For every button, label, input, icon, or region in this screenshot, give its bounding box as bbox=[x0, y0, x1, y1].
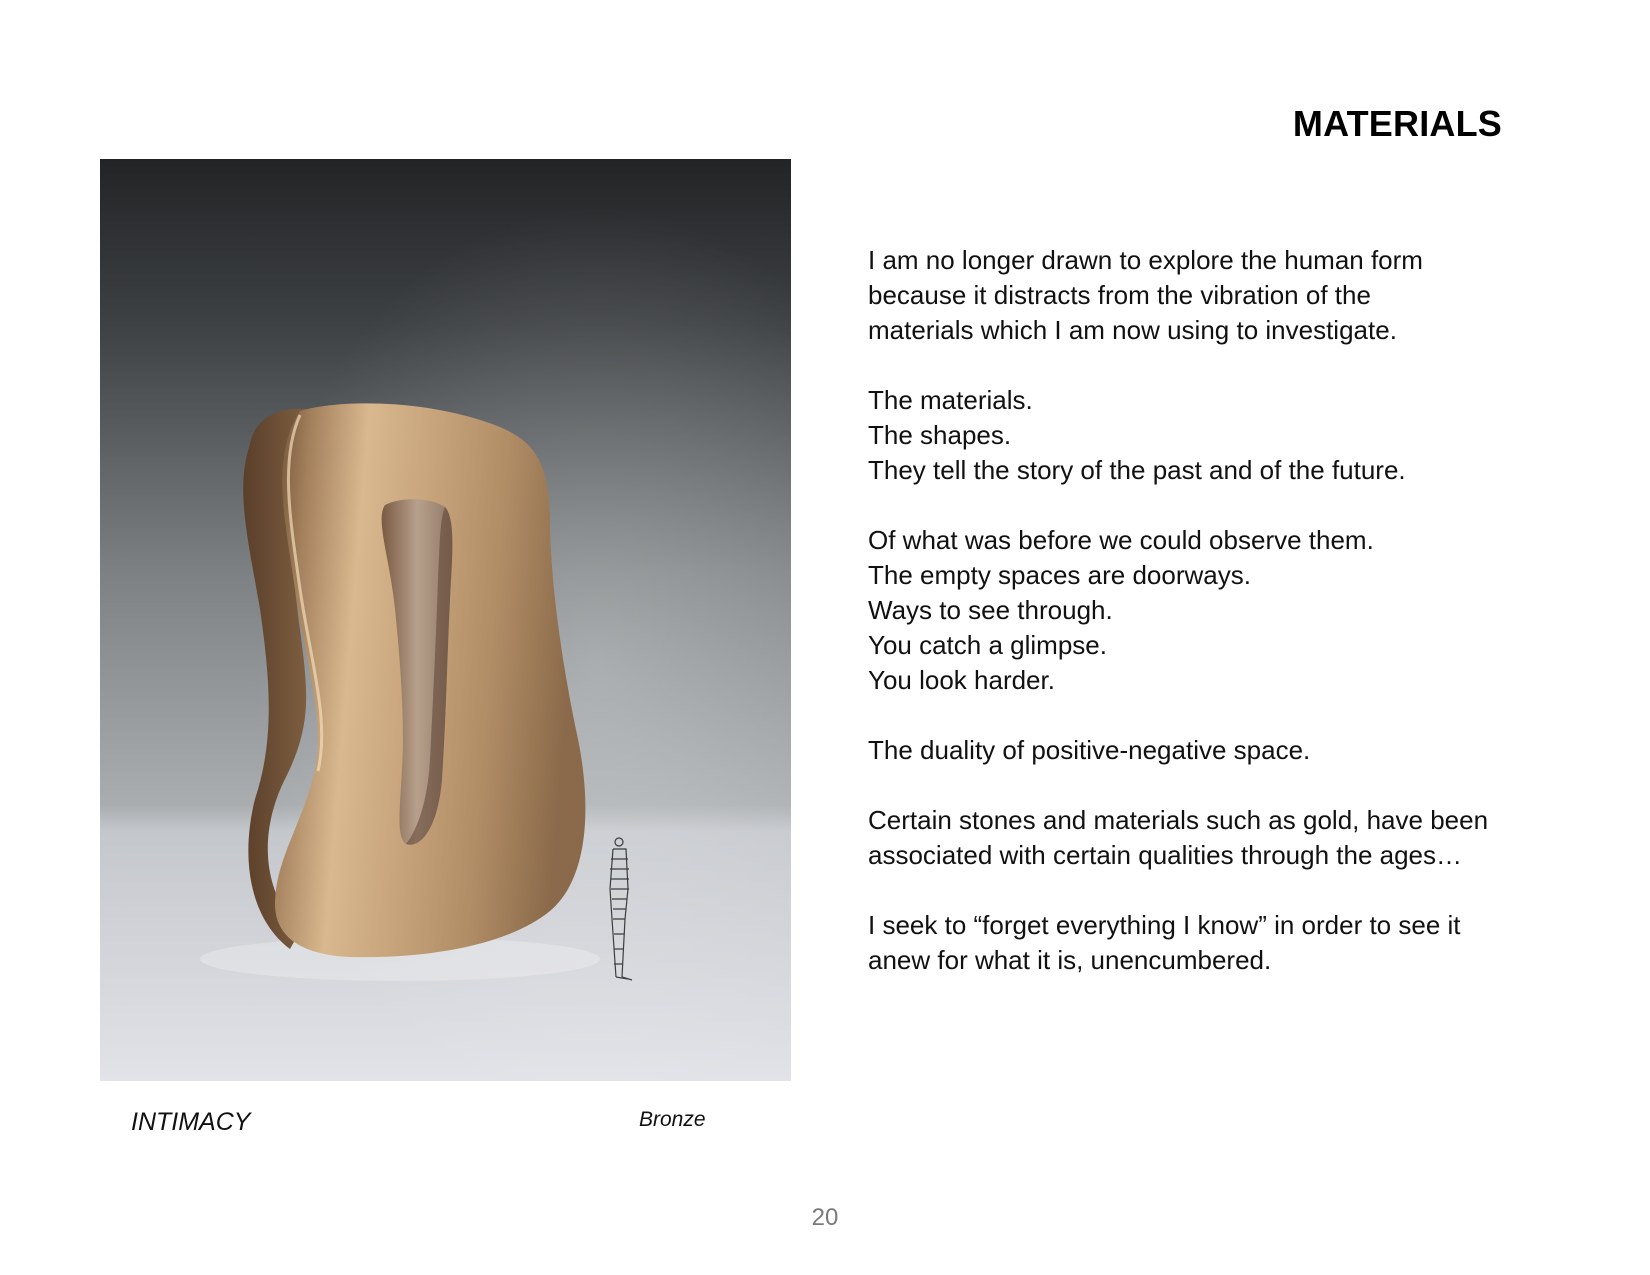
text-line: The duality of positive-negative space. bbox=[868, 735, 1311, 765]
paragraph bbox=[868, 803, 1528, 873]
text-line: The materials. bbox=[868, 385, 1033, 415]
text-line: You catch a glimpse. bbox=[868, 630, 1107, 660]
text-line: The empty spaces are doorways. bbox=[868, 560, 1251, 590]
paragraph bbox=[868, 523, 1528, 698]
page-title: MATERIALS bbox=[1292, 103, 1502, 144]
artwork-medium: Bronze bbox=[639, 1108, 706, 1131]
text-line: I am no longer drawn to explore the human form bbox=[868, 245, 1423, 275]
paragraph bbox=[868, 243, 1528, 348]
page-number: 20 bbox=[811, 1204, 839, 1231]
sculpture-photo bbox=[100, 159, 791, 1081]
paragraph bbox=[868, 733, 1528, 768]
text-line: anew for what it is, unencumbered. bbox=[868, 945, 1272, 975]
text-line: Certain stones and materials such as gold, have been bbox=[868, 805, 1489, 835]
artwork-title: INTIMACY bbox=[131, 1108, 251, 1136]
text-line: because it distracts from the vibration of the bbox=[868, 280, 1371, 310]
text-line: Ways to see through. bbox=[868, 595, 1113, 625]
paragraph bbox=[868, 383, 1528, 488]
text-line: You look harder. bbox=[868, 665, 1055, 695]
paragraph bbox=[868, 908, 1528, 978]
text-line: associated with certain qualities through the ages… bbox=[868, 840, 1463, 870]
text-line: They tell the story of the past and of the future. bbox=[868, 455, 1406, 485]
text-line: Of what was before we could observe them. bbox=[868, 525, 1374, 555]
text-line: materials which I am now using to investigate. bbox=[868, 315, 1397, 345]
body-text bbox=[868, 243, 1528, 1013]
text-line: The shapes. bbox=[868, 420, 1012, 450]
text-line: I seek to “forget everything I know” in order to see it bbox=[868, 910, 1461, 940]
